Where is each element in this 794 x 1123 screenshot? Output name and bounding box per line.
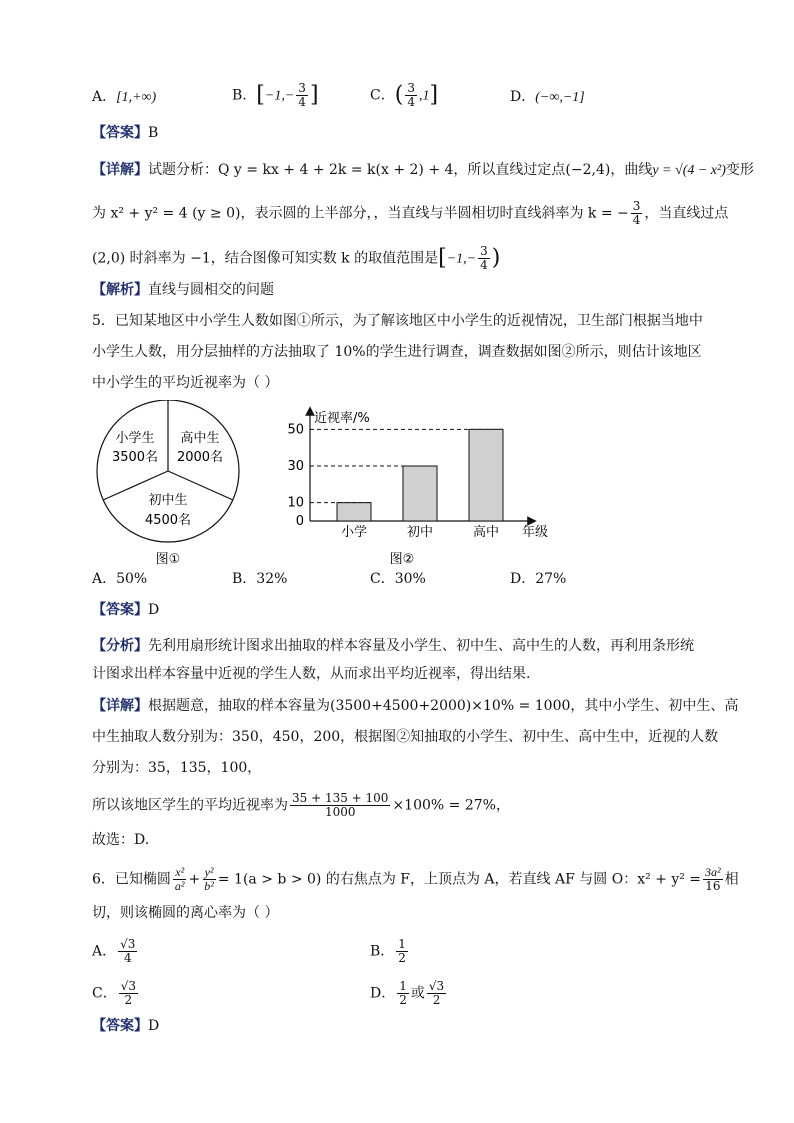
- q6-answer: 【答案】D: [92, 1018, 160, 1034]
- x-axis-label: 年级: [522, 525, 549, 540]
- q5-option-b: B．32%: [232, 571, 288, 587]
- q5-option-c: C．30%: [370, 571, 426, 587]
- q5-stem-line2: 小学生人数，用分层抽样的方法抽取了 10%的学生进行调查，调查数据如图②所示，则估计该地区: [92, 344, 702, 360]
- bar-chart-caption: 图②: [389, 552, 415, 567]
- q6-option-b: B． $\frac{1}{2}$: [370, 937, 406, 965]
- pie-label-primary-name: 小学生: [115, 431, 155, 446]
- pie-label-high-name: 高中生: [180, 431, 220, 446]
- q5-detail-line4: 所以该地区学生的平均近视率为 $\frac{35 + 135 + 100}{1000}$ ×100% = 27%，: [92, 791, 510, 819]
- q4-option-a: A．[1,+∞): [92, 89, 157, 105]
- bar: [337, 503, 371, 521]
- x-tick-label: 高中: [472, 525, 500, 540]
- pie-label-high-count: 2000名: [176, 450, 224, 465]
- q4-option-c: C．( $\frac{3}{4}$ ,1]: [370, 81, 439, 109]
- bar: [403, 466, 437, 521]
- y-tick-label: 10: [287, 495, 304, 511]
- y-tick-label: 50: [287, 422, 304, 438]
- q5-analysis-line2: 计图求出样本容量中近视的学生人数，从而求出平均近视率，得出结果.: [92, 666, 531, 682]
- pie-caption: 图①: [155, 552, 181, 567]
- y-axis-label: 近视率/%: [314, 411, 370, 426]
- y-tick-label: 0: [295, 514, 304, 529]
- q6-option-d: D． $\frac{1}{2}$ 或 $\frac{√3}{2}$: [370, 979, 445, 1007]
- x-tick-label: 小学: [340, 525, 368, 540]
- pie-figure: [88, 400, 248, 570]
- q4-analysis: 【解析】直线与圆相交的问题: [92, 282, 274, 298]
- q4-option-b: B．[−1,− $\frac{3}{4}$ ]: [232, 81, 319, 109]
- pie-label-primary-count: 3500名: [111, 450, 159, 465]
- q5-analysis-line1: 【分析】先利用扇形统计图求出抽取的样本容量及小学生、初中生、高中生的人数，再利用条形统: [92, 638, 694, 654]
- q5-detail-line2: 中生抽取人数分别为：350，450，200，根据图②知抽取的小学生、初中生、高中生中，近视的人数: [92, 729, 719, 745]
- bar: [469, 429, 503, 521]
- pie-label-middle-count: 4500名: [144, 513, 192, 528]
- q5-detail-line3: 分别为：35，135，100，: [92, 760, 262, 776]
- q6-stem-line1: 6．已知椭圆 $\frac{\text{x²}}{\text{a²}}$ + $\frac{\text{y²}}{\text{b²}}$ = 1(a > b > 0) 的右焦点为 F，上顶点为 A，若直线 AF 与圆 O：x² + y² = $\frac{\text{3a²}}{16}$ 相: [92, 865, 739, 893]
- bar-chart: [282, 405, 572, 570]
- q5-stem-line1: 5．已知某地区中小学生人数如图①所示，为了解该地区中小学生的近视情况，卫生部门根据当地中: [92, 313, 703, 329]
- q5-option-a: A．50%: [92, 571, 148, 587]
- q4-option-d: D．(−∞,−1]: [510, 89, 585, 105]
- q4-detail-line1: 【详解】试题分析：Q y = kx + 4 + 2k = k(x + 2) + 4，所以直线过定点(−2,4)，曲线y = √(4 − x²)变形: [92, 162, 754, 178]
- q5-option-d: D．27%: [510, 571, 567, 587]
- q6-stem-line2: 切，则该椭圆的离心率为（ ）: [92, 905, 279, 921]
- q5-detail-line1: 【详解】根据题意，抽取的样本容量为(3500+4500+2000)×10% = 1000，其中小学生、初中生、高: [92, 698, 739, 714]
- q4-answer: 【答案】B: [92, 125, 159, 141]
- x-tick-label: 初中: [406, 525, 434, 540]
- pie-label-middle-name: 初中生: [148, 493, 188, 508]
- q4-detail-line3: (2,0) 时斜率为 −1，结合图像可知实数 k 的取值范围是[−1,− $\frac{3}{4}$ ): [92, 244, 501, 272]
- q5-stem-line3: 中小学生的平均近视率为（ ）: [92, 375, 279, 391]
- q6-option-a: A． $\frac{√3}{4}$: [92, 937, 136, 965]
- q4-detail-line2: 为 x² + y² = 4 (y ≥ 0)，表示圆的上半部分，，当直线与半圆相切时直线斜率为 k = − $\frac{3}{4}$ ，当直线过点: [92, 199, 729, 227]
- q6-option-c: C． $\frac{√3}{2}$: [92, 979, 136, 1007]
- q5-answer: 【答案】D: [92, 602, 160, 618]
- y-tick-label: 30: [287, 459, 304, 474]
- q5-detail-line5: 故选：D.: [92, 832, 150, 848]
